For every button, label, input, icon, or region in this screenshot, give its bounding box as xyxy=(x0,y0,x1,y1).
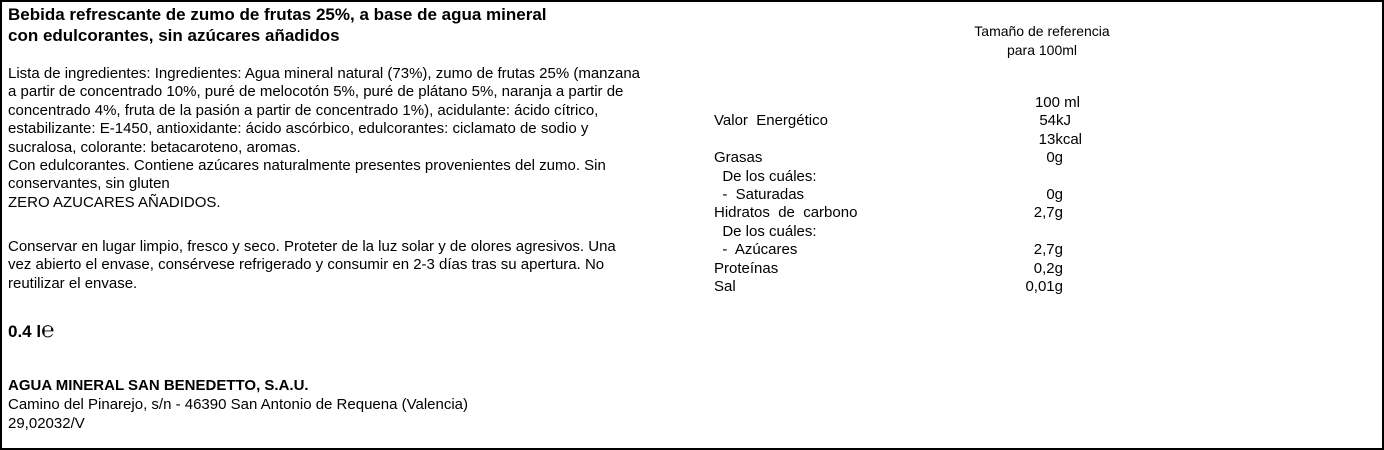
nutrition-row xyxy=(714,131,1082,149)
ingredients-line: Lista de ingredientes: Ingredientes: Agua mineral natural (73%), zumo de frutas 25% (manzana xyxy=(8,65,641,82)
nutrient-label: Valor Energético xyxy=(714,112,828,130)
sweetener-note xyxy=(8,157,698,194)
reference-size-line: para 100ml xyxy=(1006,42,1078,58)
sweetener-note-line: Con edulcorantes. Contiene azúcares naturalmente presentes provenientes del zumo. Sin xyxy=(8,157,606,175)
storage-line: reutilizar el envase. xyxy=(8,274,138,292)
nutrient-value: 0,01g xyxy=(1025,277,1063,295)
company-address: Camino del Pinarejo, s/n - 46390 San Antonio de Requena (Valencia) xyxy=(8,396,469,413)
net-quantity-value: 0.4 l xyxy=(8,322,42,341)
estimated-sign-icon: ℮ xyxy=(41,317,55,342)
ingredients-line: a partir de concentrado 10%, puré de melocotón 5%, puré de plátano 5%, naranja a partir de xyxy=(8,83,624,101)
nutrient-label: Proteínas xyxy=(714,259,779,277)
nutrition-row xyxy=(714,149,1063,167)
nutrient-value: 0,2g xyxy=(1033,259,1063,277)
reference-size-line: Tamaño de referencia xyxy=(974,23,1110,39)
zero-sugar-claim: ZERO AZUCARES AÑADIDOS. xyxy=(8,193,221,211)
nutrition-row xyxy=(714,241,1063,259)
ingredients-line: concentrado 4%, fruta de la pasión a partir de concentrado 1%), acidulante: ácido cítrico, xyxy=(8,101,599,119)
nutrient-value: 13kcal xyxy=(1038,130,1082,148)
nutrient-label: - Saturadas xyxy=(714,185,805,203)
nutrient-value: 0g xyxy=(1046,149,1063,167)
nutrient-value: 0g xyxy=(1046,185,1063,203)
net-quantity xyxy=(8,317,54,343)
nutrient-label: Grasas xyxy=(714,149,763,167)
nutrition-row xyxy=(714,223,1074,241)
nutrient-value: 54kJ xyxy=(1039,112,1071,130)
nutrient-value: 2,7g xyxy=(1033,241,1063,259)
ingredients-list xyxy=(8,65,698,157)
storage-line: Conservar en lugar limpio, fresco y seco. Proteter de la luz solar y de olores agresivos. Una xyxy=(8,238,616,255)
product-title xyxy=(8,4,698,46)
ingredients-line: estabilizante: E-1450, antioxidante: ácido ascórbico, edulcorantes: ciclamato de sodio y xyxy=(8,120,589,138)
storage-line: vez abierto el envase, consérvese refrigerado y consumir en 2-3 días tras su apertura. No xyxy=(8,256,605,274)
company-registry: 29,02032/V xyxy=(8,415,85,432)
storage-instructions xyxy=(8,238,668,293)
nutrition-row xyxy=(714,186,1063,204)
nutrient-value: 2,7g xyxy=(1033,204,1063,222)
nutrient-label: Hidratos de carbono xyxy=(714,204,858,222)
product-title-line: Bebida refrescante de zumo de frutas 25%, a base de agua mineral xyxy=(8,5,547,24)
reference-size-header xyxy=(942,22,1142,60)
sweetener-note-line: conservantes, sin gluten xyxy=(8,175,170,193)
nutrient-label: Sal xyxy=(714,277,736,295)
nutrition-row xyxy=(714,204,1063,222)
nutrition-table xyxy=(714,94,1082,296)
nutrient-label: - Azúcares xyxy=(714,241,798,259)
nutrient-value: 100 ml xyxy=(1034,94,1080,111)
ingredients-block xyxy=(8,65,698,212)
company-name: AGUA MINERAL SAN BENEDETTO, S.A.U. xyxy=(8,377,309,394)
ingredients-line: sucralosa, colorante: betacaroteno, aromas. xyxy=(8,138,301,156)
nutrient-label: De los cuáles: xyxy=(714,222,817,240)
nutrient-label: De los cuáles: xyxy=(714,167,817,185)
product-title-line: con edulcorantes, sin azúcares añadidos xyxy=(8,26,340,45)
nutrition-row xyxy=(714,278,1063,296)
nutrition-row xyxy=(714,112,1071,130)
nutrition-row xyxy=(714,168,1074,186)
company-info xyxy=(8,376,468,433)
nutrition-row xyxy=(714,260,1063,278)
nutrition-row xyxy=(714,94,1080,112)
